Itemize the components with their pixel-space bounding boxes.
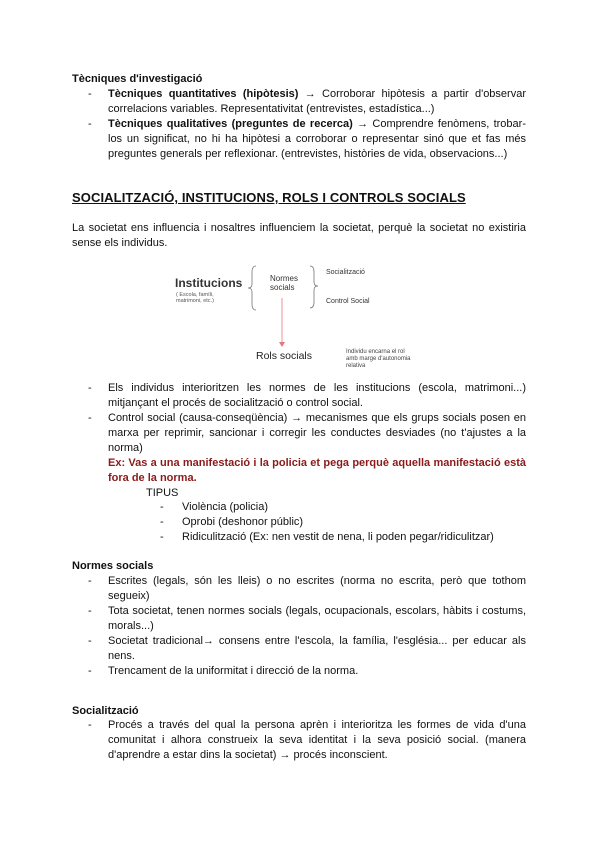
intro-paragraph: La societat ens influencia i nosaltres influenciem la societat, perquè la societat no existiria sense els individus.: [72, 222, 526, 249]
diagram-brace-right: [310, 266, 318, 308]
diagram-institucions: Institucions: [175, 276, 243, 290]
list-item: - Oprobi (deshonor públic): [160, 515, 520, 530]
list-item: - Tècniques quantitatives (hipòtesis) → Corroborar hipòtesis a partir d'observar correlacions variables. Representativitat (entrevistes, estadística...): [88, 87, 526, 117]
diagram-socialitzacio: Socialització: [326, 269, 365, 276]
diagram-arrow-head: [279, 342, 285, 347]
example-text: Ex: Vas a una manifestació i la policia et pega perquè aquella manifestació està fora de la norma.: [108, 457, 526, 484]
list-item: - Tècniques qualitatives (preguntes de recerca) → Comprendre fenòmens, trobar-los un significat, no hi ha hipòtesi a corroborar o representar sinó que et fas més preguntes generals per reflexionar. (entrevistes, històries de vida, observacions...): [88, 117, 526, 162]
list-item: - Societat tradicional→ consens entre l'escola, la família, l'església... per educar als nens.: [88, 634, 526, 664]
diagram-rols: Rols socials: [256, 350, 313, 362]
list-item: - Ridiculització (Ex: nen vestit de nena, li poden pegar/ridiculitzar): [160, 530, 520, 545]
diagram-individu: Individu encarna el rol amb marge d'autonomia relativa: [346, 349, 411, 369]
diagram-brace-left: [248, 266, 256, 310]
tipus-list: [160, 500, 520, 545]
section-title-socialitzacio: SOCIALITZACIÓ, INSTITUCIONS, ROLS I CONTROLS SOCIALS: [72, 190, 466, 205]
institutions-diagram: [170, 258, 470, 376]
list-item: - Els individus interioritzen les normes de les institucions (escola, matrimoni...) mitjançant el procés de socialització o control social.: [88, 381, 526, 411]
list-item: - Trencament de la uniformitat i direcció de la norma.: [88, 664, 526, 679]
normes-list: [88, 574, 526, 679]
list-item: - Procés a través del qual la persona aprèn i interioritza les formes de vida d'una comunitat i alhora construeix la seva identitat i la seva posició social. (manera d'aprendre a estar dins la societat) → procés inconscient.: [88, 718, 526, 763]
socialitzacio-def-list: [88, 718, 526, 763]
list-item: - Violència (policia): [160, 500, 520, 515]
list-item: - Tota societat, tenen normes socials (legals, ocupacionals, escolars, hàbits i costums, morals...): [88, 604, 526, 634]
tecniques-list: [88, 87, 526, 162]
list-item: - Escrites (legals, són les lleis) o no escrites (norma no escrita, però que tothom segueix): [88, 574, 526, 604]
section-heading-socialitzacio: Socialització: [72, 705, 139, 717]
socialitzacio-list: [88, 381, 526, 486]
list-item: - Control social (causa-conseqüència) → mecanismes que els grups socials posen en marxa per reprimir, sancionar i corregir les conductes desviades (no t'ajustes a la norma) Ex: Vas a una manifestació i la policia et pega perquè aquella manifestació està fora de la norma.: [88, 411, 526, 486]
diagram-normes: Normes socials: [270, 274, 299, 292]
section-heading-tecniques: Tècniques d'investigació: [72, 73, 203, 85]
section-heading-normes: Normes socials: [72, 560, 154, 572]
diagram-control: Control Social: [326, 298, 370, 305]
diagram-institucions-note: ( Escola, famíli, matrimoni, etc.): [176, 292, 214, 304]
tipus-label: TIPUS: [146, 487, 179, 499]
